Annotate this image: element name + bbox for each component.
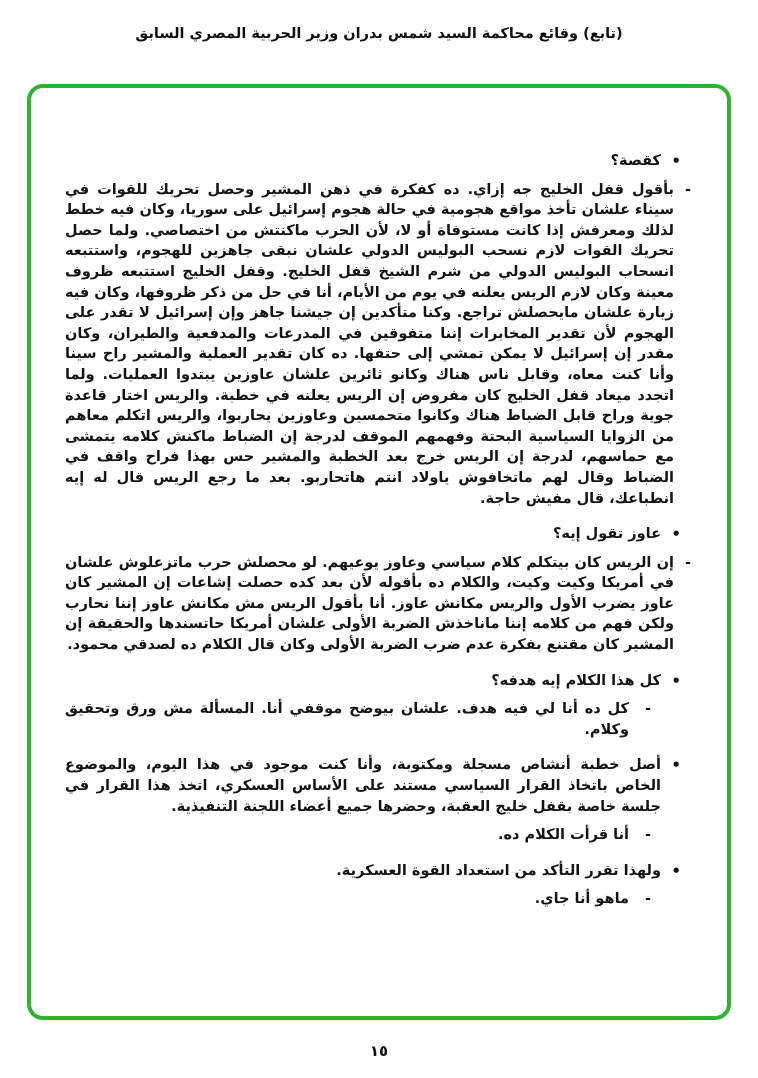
bullet-marker: •: [671, 152, 681, 170]
question-item: [65, 151, 691, 172]
answer-text: ماهو أنا جاي.: [534, 891, 629, 908]
green-border-frame: [27, 84, 731, 1020]
bullet-marker: •: [671, 525, 681, 544]
answer-text: بأقول قفل الخليج جه إزاي. ده كفكرة في ذهن المشير وحصل تحريك للقوات في سيناء علشان تأخذ مواقع هجومية في حالة هجوم إسرائيل على سوريا، وكان فيه خطط لذلك ومعرفش إذا كانت مستوفاة أو لا، لأن الحرب ماكنتش من اختصاصي. ولما حصل تحريك القوات لازم نسحب البوليس الدولي علشان نبقى جاهزين للهجوم، واستتبعه انسحاب البوليس الدولي من شرم الشيخ قفل الخليج. وقفل الخليج استتبعه ظروف معينة وكان لازم الريس يعلنه في يوم من الأيام، أنا في حل من ذكر ظروفها، وكان فيه زيارة علشان مايحصلش تراجع. وكنا متأكدين إن جيشنا جاهز وإن إسرائيل لا تقدر على الهجوم لأن تقدير المخابرات إننا متفوقين في المدرعات والمدفعية والطيران، وكان مقدر إن إسرائيل لا يمكن تمشي إلى حتفها. ده كان تقدير العملية والمشير راح سينا وأنا كنت معاه، وقابل ناس هناك وكانو ثائرين علشان عاوزين يبتدوا العمليات. ولما اتجدد ميعاد قفل الخليج كان مفروض إن الريس يعلنه في خطبة. والريس اختار قاعدة جوية وراح قابل الضباط هناك وكانوا متحمسين وعاوزين يحاربوا، والريس اتكلم معاهم من الزوايا السياسية البحتة وفهمهم الموقف لدرجة إن الضباط ماكنش كلامه يتمشى مع حماسهم، لدرجة إن الريس خرج بعد الخطبة والمشير حس بهذا فراح واقف في الضباط وقال لهم ماتخافوش ياولاد انتم هاتحاربو. بعد ما رجع الريس قال له إيه انطباعك، قال مفيش حاجة.: [65, 181, 674, 507]
bullet-marker: •: [671, 756, 681, 775]
answer-text: إن الريس كان بيتكلم كلام سياسي وعاوز يوعيهم. لو محصلش حرب ماتزعلوش علشان في أمريكا وكيت وكيت، والكلام ده بأقوله لأن بعد كده حصلت إشاعات إن المشير كان عاوز يضرب الأول والريس مكانش عاوز. أنا بأقول الريس مش مكانش عاوز إننا نحارب ولكن فهم من كلامه إننا ماناخذش الضربة الأولى علشان أمريكا حاتسندها والحقيقة إن المشير كان مقتنع بفكرة عدم ضرب الضربة الأولى وكان قال الكلام ده لصدقي محمود.: [65, 554, 674, 654]
page-header: (تابع) وقائع محاكمة السيد شمس بدران وزير الحربية المصري السابق: [135, 26, 623, 42]
statement-item: [65, 755, 691, 817]
answer-item: [65, 553, 691, 656]
question-item: [65, 524, 691, 545]
answer-item-short: [65, 889, 691, 910]
dash-marker: -: [644, 891, 651, 908]
bullet-marker: •: [671, 671, 681, 690]
statement-text: أصل خطبة أنشاص مسجلة ومكتوبة، وأنا كنت موجود في هذا اليوم، والموضوع الخاص باتخاذ القرار السياسي مستند على الأساس العسكري، اتخذ هذا القرار في جلسة خاصة بقفل خليج العقبة، وحضرها جميع أعضاء اللجنة التنفيذية.: [65, 757, 661, 815]
dash-marker: -: [644, 827, 651, 844]
question-text: كقصة؟: [610, 153, 661, 169]
answer-text: كل ده أنا لي فيه هدف. علشان بيوضح موقفي أنا. المسألة مش ورق وتحقيق وكلام.: [65, 701, 629, 738]
question-item: [65, 671, 691, 692]
answer-item-short: [65, 699, 691, 740]
bullet-marker: •: [671, 861, 681, 880]
dash-marker: -: [684, 181, 691, 198]
answer-item-short: [65, 825, 691, 846]
statement-text: ولهذا تقرر التأكد من استعداد القوة العسكرية.: [336, 862, 661, 879]
dash-marker: -: [644, 701, 651, 718]
answer-text: أنا قرأت الكلام ده.: [497, 827, 629, 844]
statement-item: [65, 861, 691, 882]
question-text: كل هذا الكلام إيه هدفه؟: [491, 672, 661, 689]
document-body: [31, 88, 727, 1016]
page-number: ١٥: [369, 1042, 389, 1060]
answer-item: [65, 180, 691, 510]
question-text: عاوز تقول إيه؟: [553, 526, 661, 543]
dash-marker: -: [684, 554, 691, 571]
